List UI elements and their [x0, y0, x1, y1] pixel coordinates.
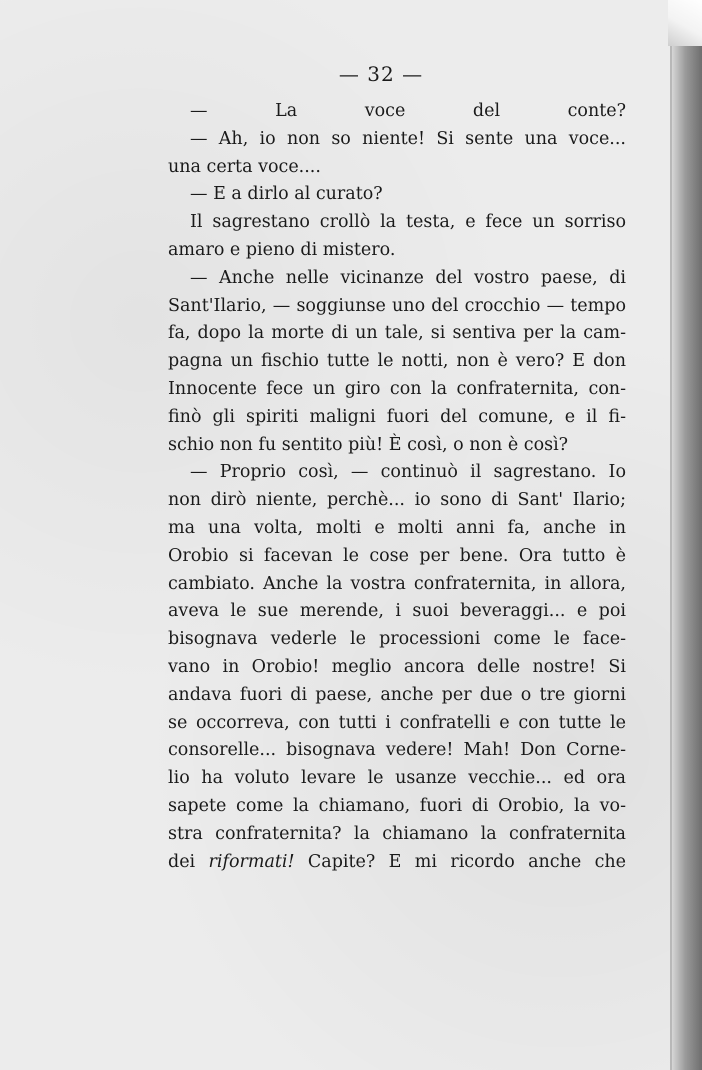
text-line: sapete come la chiamano, fuori di Orobio, la vo- [168, 795, 626, 816]
text-line: lio ha voluto levare le usanze vecchie... ed ora [168, 768, 626, 789]
page-number: — 32 — [338, 62, 424, 86]
text-line: Il sagrestano crollò la testa, e fece un sorriso [190, 212, 626, 233]
text-line: una certa voce.... [168, 156, 321, 177]
text-line: vano in Orobio! meglio ancora delle nostre! Si [168, 656, 626, 677]
text-line-last [168, 849, 626, 877]
text-line: — La voce del conte? [190, 101, 626, 121]
text-fragment: dei [168, 851, 209, 872]
text-line: — Ah, io non so niente! Si sente una voce... [190, 128, 626, 149]
text-line: bisognava vederle le processioni come le face- [168, 629, 626, 650]
text-fragment: Capite? E mi ricordo anche che [294, 851, 626, 872]
text-line: finò gli spiriti maligni fuori del comune, e il fi- [168, 406, 626, 427]
text-line: non dirò niente, perchè... io sono di Sant' Ilario; [168, 490, 626, 511]
text-line: andava fuori di paese, anche per due o tre giorni [168, 684, 626, 705]
text-line: pagna un fischio tutte le notti, non è vero? E don [168, 351, 626, 372]
text-line: Orobio si facevan le cose per bene. Ora tutto è [168, 545, 626, 566]
text-line: Sant'Ilario, — soggiunse uno del crocchio — tempo [168, 295, 626, 316]
text-line: consorelle... bisognava vedere! Mah! Don Corne- [168, 740, 626, 761]
body-text [168, 98, 626, 876]
text-line: — Anche nelle vicinanze del vostro paese, di [190, 267, 626, 288]
text-line: schio non fu sentito più! È così, o non è così? [168, 434, 569, 455]
italic-word: riformati! [208, 851, 295, 872]
text-line: fa, dopo la morte di un tale, si sentiva per la cam- [168, 323, 626, 344]
text-line: Innocente fece un giro con la confraternita, con- [168, 378, 626, 399]
text-line: ma una volta, molti e molti anni fa, anche in [168, 517, 626, 538]
text-line: — Proprio così, — continuò il sagrestano. Io [190, 462, 626, 483]
page-edge-shadow [672, 0, 702, 1070]
text-line: stra confraternita? la chiamano la confraternita [168, 823, 626, 844]
text-line: cambiato. Anche la vostra confraternita, in allora, [168, 573, 626, 594]
text-line: aveva le sue merende, i suoi beveraggi... e poi [168, 601, 626, 622]
text-line: se occorreva, con tutti i confratelli e con tutte le [168, 712, 626, 733]
text-line: amaro e pieno di mistero. [168, 239, 396, 260]
text-line: — E a dirlo al curato? [190, 184, 383, 205]
page-corner-fold [668, 0, 702, 46]
